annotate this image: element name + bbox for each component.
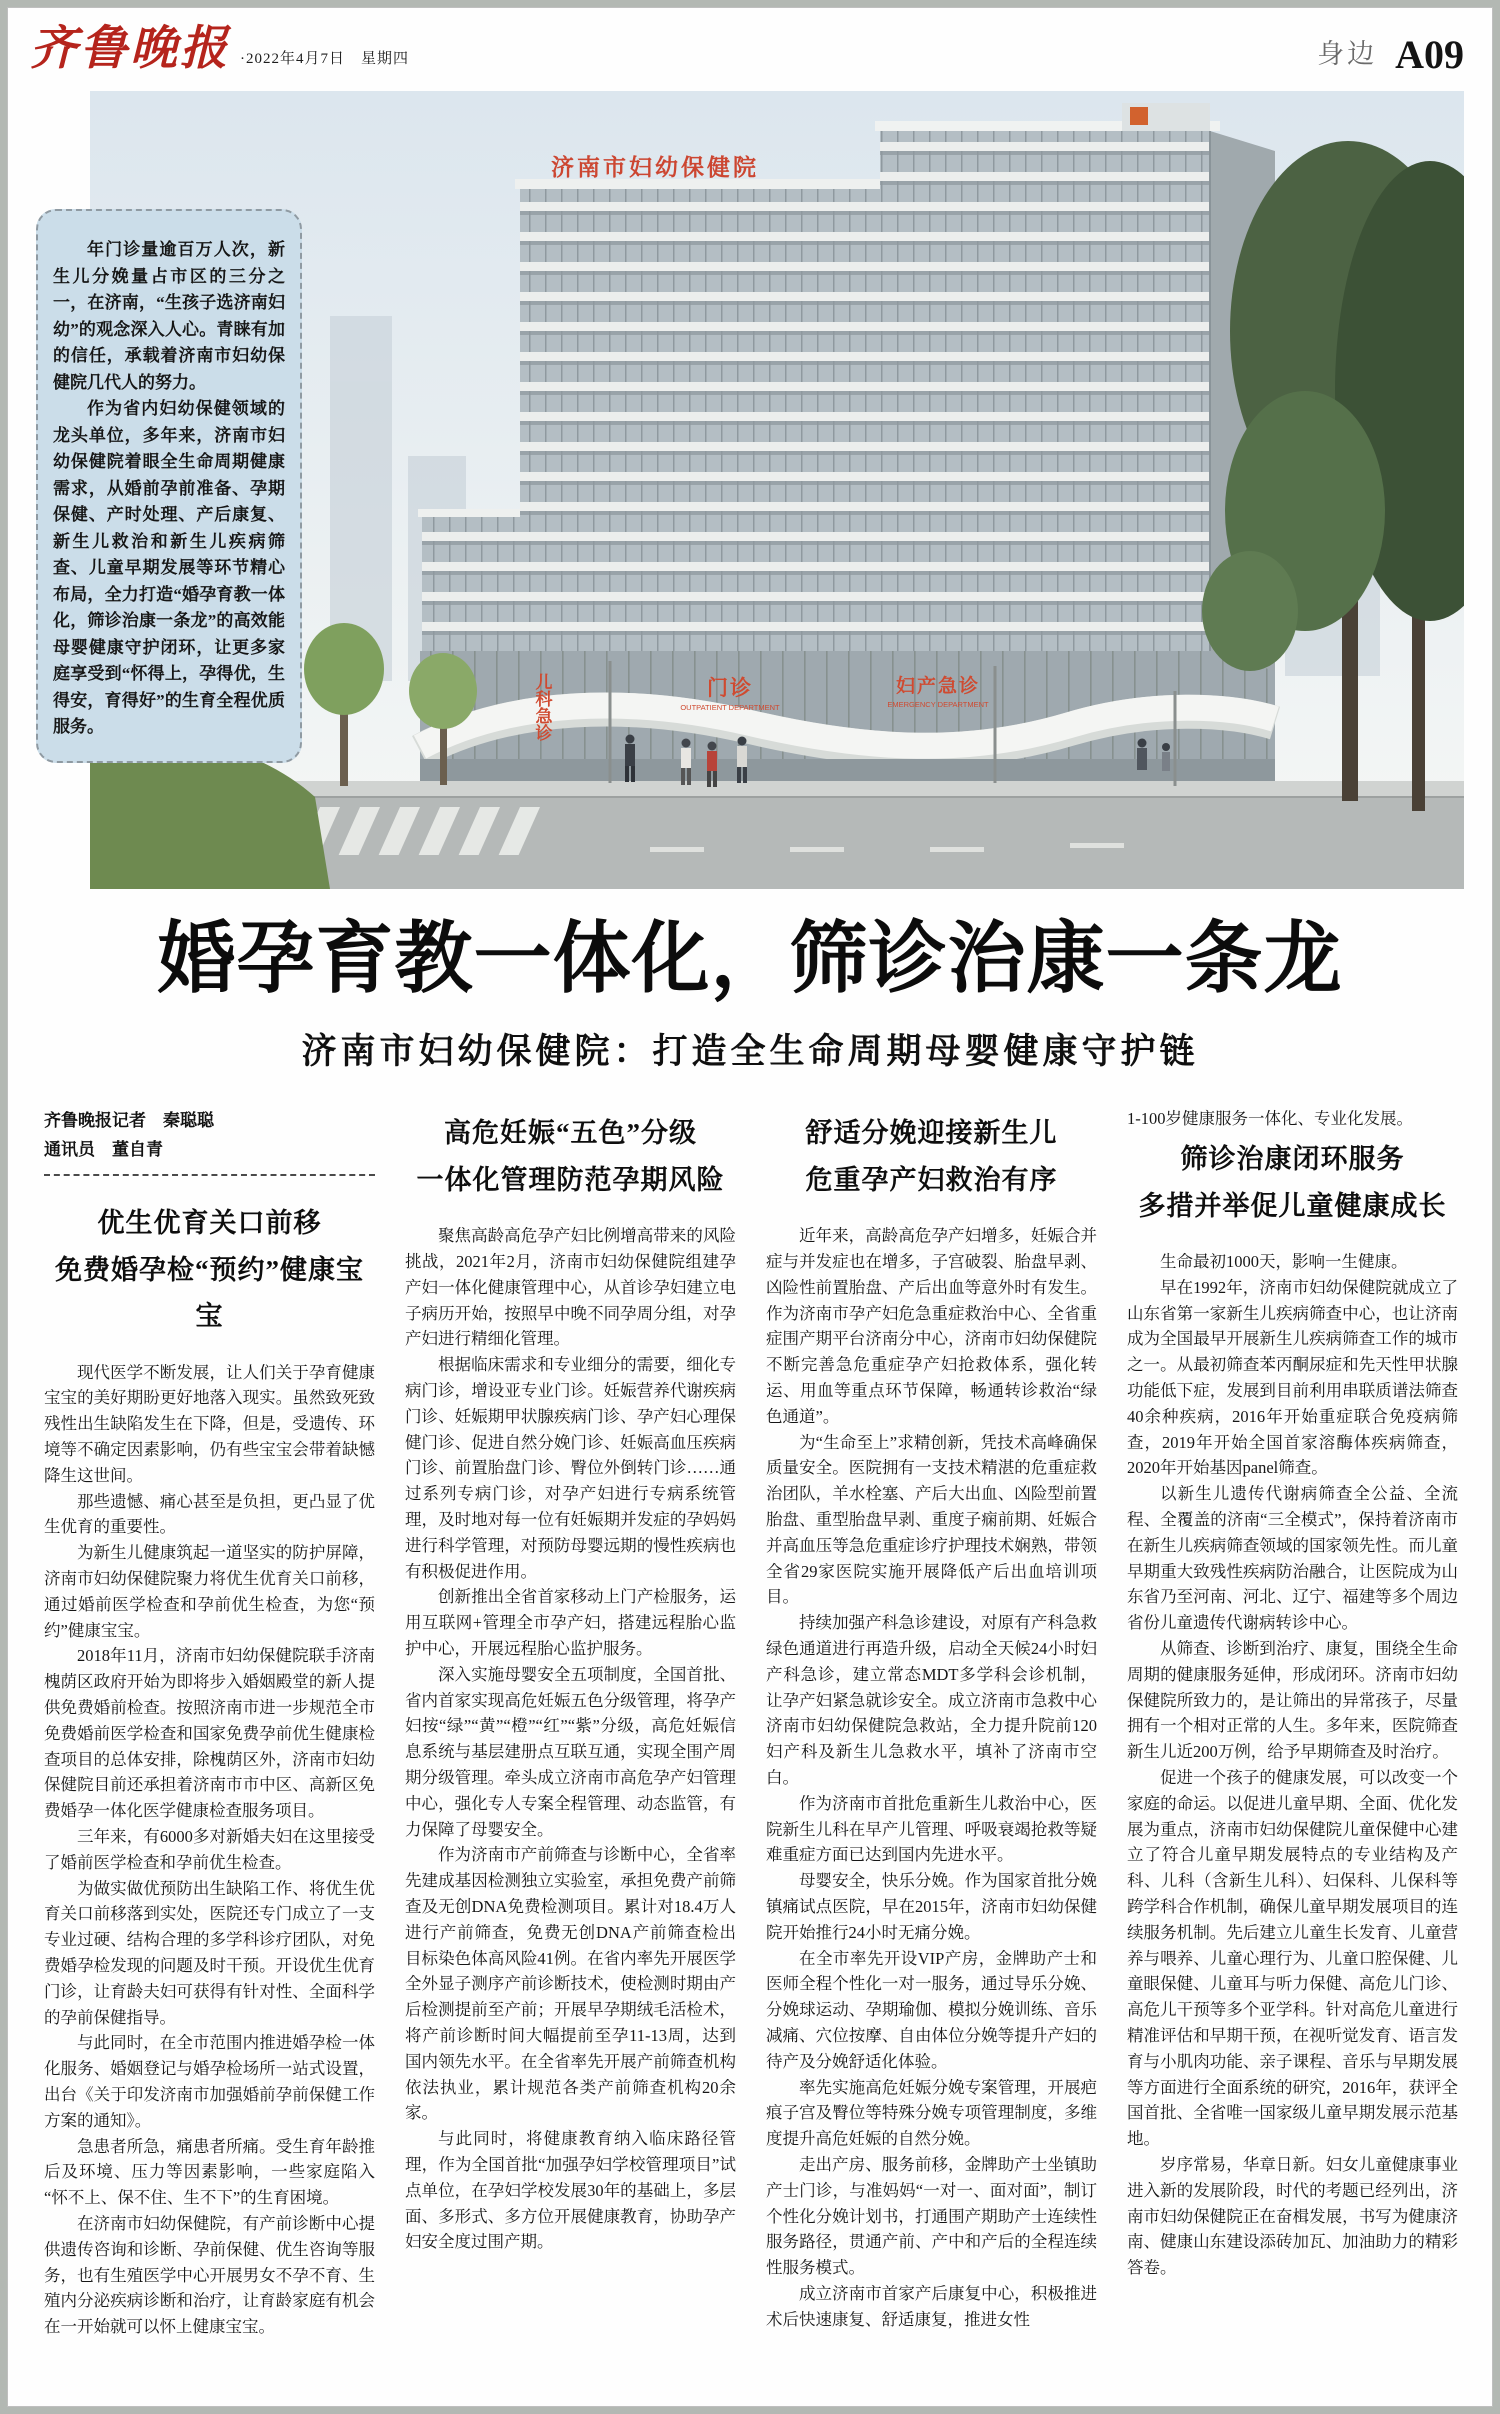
roof-sign-text: 济南市妇幼保健院	[551, 154, 759, 180]
podium-sign-pediatric: 儿科急诊	[532, 673, 552, 741]
paragraph: 持续加强产科急诊建设，对原有产科急救绿色通道进行再造升级，启动全天候24小时妇产科急诊，建立常态MDT多学科会诊机制，让孕产妇紧急就诊安全。成立济南市急救中心济南市妇幼保健院急救站，全力提升院前120妇产科及新生儿急救水平，填补了济南市空白。	[766, 1613, 1097, 1787]
hospital-logo-icon	[1130, 107, 1148, 125]
byline-reporter: 齐鲁晚报记者 秦聪聪	[44, 1111, 214, 1131]
article-column-3	[766, 1106, 1097, 2356]
svg-text:OUTPATIENT DEPARTMENT: OUTPATIENT DEPARTMENT	[680, 703, 780, 712]
paragraph: 成立济南市首家产后康复中心，积极推进术后快速康复、舒适康复，推进女性	[766, 2283, 1097, 2329]
paragraph: 在全市率先开设VIP产房，金牌助产士和医师全程个性化一对一服务，通过导乐分娩、分娩球运动、孕期瑜伽、模拟分娩训练、音乐减痛、穴位按摩、自由体位分娩等提升产妇的待产及分娩舒适化体验。	[766, 1948, 1097, 2071]
paragraph: 创新推出全省首家移动上门产检服务，运用互联网+管理全市孕产妇，搭建远程胎心监护中心，开展远程胎心监护服务。	[405, 1587, 736, 1658]
paragraph: 现代医学不断发展，让人们关于孕育健康宝宝的美好期盼更好地落入现实。虽然致死致残性出生缺陷发生在下降，但是，受遗传、环境等不确定因素影响，仍有些宝宝会带着缺憾降生这世间。	[44, 1362, 375, 1485]
paragraph: 聚焦高龄高危孕产妇比例增高带来的风险挑战，2021年2月，济南市妇幼保健院组建孕产妇一体化健康管理中心，从首诊孕妇建立电子病历开始，按照早中晚不同孕周分组，对孕产妇进行精细化管理。	[405, 1226, 736, 1349]
paragraph: 从筛查、诊断到治疗、康复，围绕全生命周期的健康服务延伸，形成闭环。济南市妇幼保健院所致力的，是让筛出的异常孩子，尽量拥有一个相对正常的人生。多年来，医院筛查新生儿近200万例，给予早期筛查及时治疗。	[1127, 1638, 1458, 1762]
west-wing	[422, 515, 520, 651]
masthead	[8, 8, 1492, 79]
page-number: A09	[1395, 32, 1464, 77]
column-heading: 优生优育关口前移 免费婚孕检“预约”健康宝宝	[55, 1208, 364, 1332]
svg-text:妇产急诊: 妇产急诊	[895, 676, 981, 697]
sub-headline: 济南市妇幼保健院：打造全生命周期母婴健康守护链	[301, 1032, 1199, 1072]
paragraph: 那些遗憾、痛心甚至是负担，更凸显了优生优育的重要性。	[44, 1491, 375, 1537]
svg-text:门诊: 门诊	[707, 677, 753, 700]
main-headline: 婚孕育教一体化，筛诊治康一条龙	[157, 915, 1343, 1002]
headline-block	[8, 915, 1492, 1074]
photo-region	[36, 91, 1462, 889]
paragraph: 近年来，高龄高危孕产妇增多，妊娠合并症与并发症也在增多，子宫破裂、胎盘早剥、凶险性前置胎盘、产后出血等意外时有发生。作为济南市孕产妇危急重症救治中心、全省重症围产期平台济南分中心，济南市妇幼保健院不断完善急危重症孕产妇抢救体系，强化转运、用血等重点环节保障，畅通转诊救治“绿色通道”。	[766, 1226, 1097, 1426]
paragraph: 与此同时，在全市范围内推进婚孕检一体化服务、婚姻登记与婚孕检场所一站式设置，出台《关于印发济南市加强婚前孕前保健工作方案的通知》。	[44, 2033, 375, 2130]
column-paragraphs	[405, 1223, 736, 2255]
masthead-logo: 齐鲁晚报	[30, 23, 230, 75]
newspaper-page	[7, 7, 1493, 2407]
tower-right-facade	[880, 131, 1210, 651]
column-heading: 高危妊娠“五色”分级 一体化管理防范孕期风险	[416, 1118, 725, 1195]
paragraph: 率先实施高危妊娠分娩专案管理，开展疤痕子宫及臀位等特殊分娩专项管理制度，多维度提升高危妊娠的自然分娩。	[766, 2077, 1097, 2149]
paragraph: 在济南市妇幼保健院，有产前诊断中心提供遗传咨询和诊断、孕前保健、优生咨询等服务，也有生殖医学中心开展男女不孕不育、生殖内分泌疾病诊断和治疗，让育龄家庭有机会在一开始就可以怀上健康宝宝。	[44, 2213, 375, 2337]
paragraph: 以新生儿遗传代谢病筛查全公益、全流程、全覆盖的济南“三全模式”，保持着济南市在新生儿疾病筛查领域的国家领先性。而儿童早期重大致残性疾病防治融合，让医院成为山东省乃至河南、河北、辽宁、福建等多个周边省份儿童遗传代谢病转诊中心。	[1127, 1484, 1458, 1633]
paragraph: 根据临床需求和专业细分的需要，细化专病门诊，增设亚专业门诊。妊娠营养代谢疾病门诊、妊娠期甲状腺疾病门诊、孕产妇心理保健门诊、促进自然分娩门诊、妊娠高血压疾病门诊、前置胎盘门诊、臀位外倒转门诊……通过系列专病门诊，对孕产妇进行专病系统管理，及时地对每一位有妊娠期并发症的孕妈妈进行科学管理，对预防母婴远期的慢性疾病也有积极促进作用。	[405, 1355, 736, 1581]
article-body	[44, 1106, 1458, 2356]
paragraph: 为“生命至上”求精创新，凭技术高峰确保质量安全。医院拥有一支技术精湛的危重症救治团队，羊水栓塞、产后大出血、凶险型前置胎盘、重型胎盘早剥、重度子痫前期、妊娠合并高血压等急危重症诊疗护理技术娴熟，带领全省29家医院实施开展降低产后出血培训项目。	[766, 1432, 1097, 1607]
article-column-1	[44, 1106, 375, 2356]
paragraph: 促进一个孩子的健康发展，可以改变一个家庭的命运。以促进儿童早期、全面、优化发展为重点，济南市妇幼保健院儿童保健中心建立了符合儿童早期发展特点的专业结构及产科、儿科（含新生儿科）、妇保科、儿保科等跨学科合作机制，确保儿童早期发展项目的连续服务机制。先后建立儿童生长发育、儿童营养与喂养、儿童心理行为、儿童口腔保健、儿童眼保健、儿童耳与听力保健、高危儿门诊、高危儿干预等多个亚学科。针对高危儿童进行精准评估和早期干预，在视听觉发育、语言发育与小肌肉功能、亲子课程、音乐与早期发展等方面进行全面系统的研究，2016年，获评全国首批、全省唯一国家级儿童早期发展示范基地。	[1127, 1767, 1458, 2149]
paragraph: 作为济南市首批危重新生儿救治中心，医院新生儿科在早产儿管理、呼吸衰竭抢救等疑难重症方面已达到国内先进水平。	[766, 1793, 1097, 1865]
column-heading: 舒适分娩迎接新生儿 危重孕产妇救治有序	[805, 1118, 1058, 1195]
column-paragraphs	[1127, 1249, 1458, 2281]
column-paragraphs	[44, 1360, 375, 2340]
column-continuation-line: 1-100岁健康服务一体化、专业化发展。	[1127, 1109, 1413, 1129]
paragraph: 岁序常易，华章日新。妇女儿童健康事业进入新的发展阶段，时代的考题已经列出，济南市妇幼保健院正在奋楫发展，书写为健康济南、健康山东建设添砖加瓦、加油助力的精彩答卷。	[1127, 2154, 1458, 2278]
paragraph: 为做实做优预防出生缺陷工作、将优生优育关口前移落到实处，医院还专门成立了一支专业过硬、结构合理的多学科诊疗团队，对免费婚孕检发现的问题及时干预。开设优生优育门诊，让育龄夫妇可获得有针对性、全面科学的孕前保健指导。	[44, 1878, 375, 2027]
article-column-4	[1127, 1106, 1458, 2356]
byline-correspondent: 通讯员 董自青	[44, 1140, 163, 1160]
svg-text:EMERGENCY DEPARTMENT: EMERGENCY DEPARTMENT	[887, 700, 989, 709]
article-column-2	[405, 1106, 736, 2356]
paragraph: 三年来，有6000多对新婚夫妇在这里接受了婚前医学检查和孕前优生检查。	[44, 1827, 375, 1872]
paragraph: 与此同时，将健康教育纳入临床路径管理，作为全国首批“加强孕妇学校管理项目”试点单位，在孕妇学校发展30年的基础上，多层面、多形式、多方位开展健康教育，协助孕产妇安全度过围产期。	[405, 2129, 736, 2252]
paragraph: 2018年11月，济南市妇幼保健院联手济南槐荫区政府开始为即将步入婚姻殿堂的新人提供免费婚前检查。按照济南市进一步规范全市免费婚前医学检查和国家免费孕前优生健康检查项目的总体安排，除槐荫区外，济南市妇幼保健院目前还承担着济南市市中区、高新区免费婚孕一体化医学健康检查服务项目。	[44, 1646, 375, 1821]
paragraph: 早在1992年，济南市妇幼保健院就成立了山东省第一家新生儿疾病筛查中心，也让济南成为全国最早开展新生儿疾病筛查工作的城市之一。从最初筛查苯丙酮尿症和先天性甲状腺功能低下症，发展到目前利用串联质谱法筛查40余种疾病，2016年开始重症联合免疫病筛查，2019年开始全国首家溶酶体疾病筛查，2020年开始基因panel筛查。	[1127, 1277, 1458, 1478]
column-heading: 筛诊治康闭环服务 多措并举促儿童健康成长	[1138, 1144, 1447, 1221]
byline	[44, 1106, 375, 1176]
paragraph: 深入实施母婴安全五项制度，全国首批、省内首家实现高危妊娠五色分级管理，将孕产妇按“绿”“黄”“橙”“红”“紫”分级，高危妊娠信息系统与基层建册点互联互通，实现全围产周期分级管理。牵头成立济南市高危孕产妇管理中心，强化专人专案全程管理、动态监管，有力保障了母婴安全。	[405, 1664, 736, 1839]
intro-paragraph: 年门诊量逾百万人次，新生儿分娩量占市区的三分之一，在济南，“生孩子选济南妇幼”的观念深入人心。青睐有加的信任，承载着济南市妇幼保健院几代人的努力。	[53, 240, 285, 392]
paragraph: 作为济南市产前筛查与诊断中心，全省率先建成基因检测独立实验室，承担免费产前筛查及无创DNA免费检测项目。累计对18.4万人进行产前筛查，免费无创DNA产前筛查检出目标染色体高风险41例。在省内率先开展医学全外显子测序产前诊断技术，使检测时期由产后检测提前至产前；开展早孕期绒毛活检术，将产前诊断时间大幅提前至孕11-13周，达到国内领先水平。在全省率先开展产前筛查机构依法执业，累计规范各类产前筛查机构20余家。	[405, 1845, 736, 2123]
paragraph: 为新生儿健康筑起一道坚实的防护屏障，济南市妇幼保健院聚力将优生优育关口前移，通过婚前医学检查和孕前优生检查，为您“预约”健康宝宝。	[44, 1543, 375, 1640]
paragraph: 急患者所急，痛患者所痛。受生育年龄推后及环境、压力等因素影响，一些家庭陷入“怀不上、保不住、生不下”的生育困境。	[44, 2136, 375, 2208]
masthead-date: ·2022年4月7日 星期四	[240, 51, 409, 67]
masthead-brand	[30, 23, 409, 75]
paragraph: 走出产房、服务前移，金牌助产士坐镇助产士门诊，与准妈妈“一对一、面对面”，制订个性化分娩计划书，打通围产期助产士连续性服务路径，贯通产前、产中和产后的全程连续性服务模式。	[766, 2154, 1097, 2278]
podium-sign-emergency	[887, 674, 989, 709]
paragraph: 生命最初1000天，影响一生健康。	[1160, 1252, 1408, 1272]
photo-intro-box	[36, 209, 302, 763]
intro-paragraph: 作为省内妇幼保健领域的龙头单位，多年来，济南市妇幼保健院着眼全生命周期健康需求，从婚前孕前准备、孕期保健、产时处理、产后康复、新生儿救治和新生儿疾病筛查、儿童早期发展等环节精心布局，全力打造“婚孕育教一体化，筛诊治康一条龙”的高效能母婴健康守护闭环，让更多家庭享受到“怀得上，孕得优，生得安，育得好”的生育全程优质服务。	[53, 399, 285, 736]
section-label: 身边	[1317, 39, 1378, 69]
masthead-pageid	[1317, 32, 1464, 77]
paragraph: 母婴安全，快乐分娩。作为国家首批分娩镇痛试点医院，早在2015年，济南市妇幼保健院开始推行24小时无痛分娩。	[766, 1871, 1097, 1942]
tower-left-facade	[520, 189, 880, 651]
column-paragraphs	[766, 1223, 1097, 2332]
